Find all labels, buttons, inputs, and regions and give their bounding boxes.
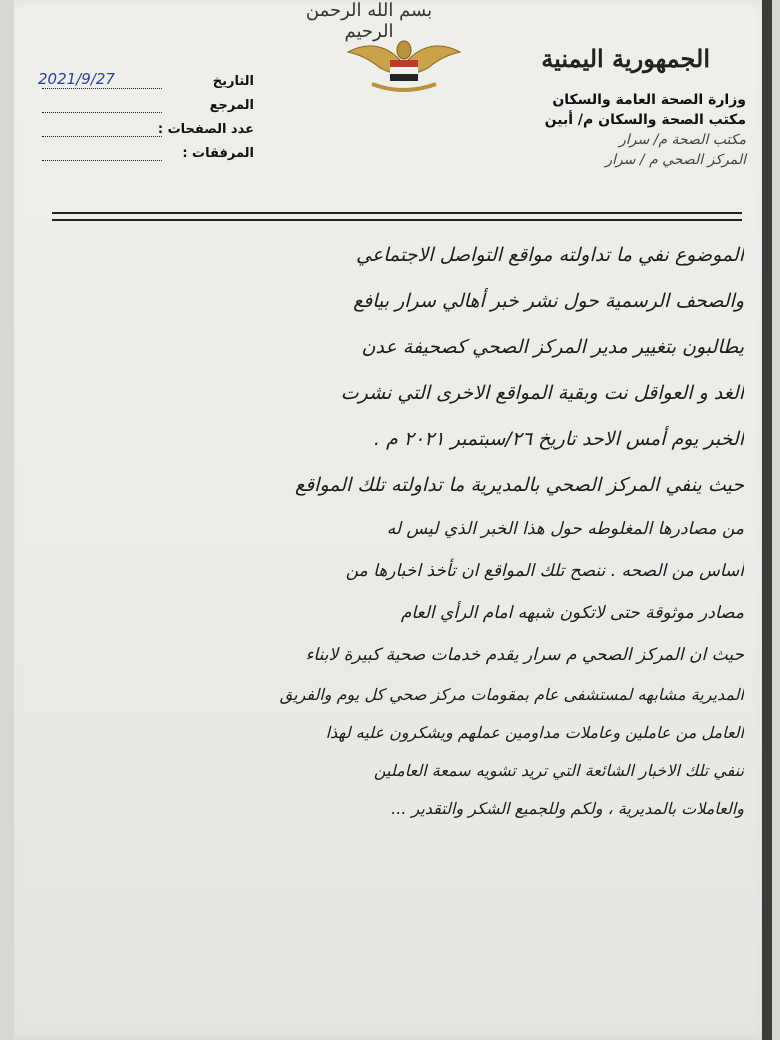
body-line xyxy=(38,714,744,752)
body-line xyxy=(38,592,744,634)
letter-meta xyxy=(34,70,254,166)
body-line xyxy=(38,324,744,370)
attachments-line xyxy=(42,160,162,161)
body-line xyxy=(38,790,744,828)
body-line-text: يطالبون بتغيير مدير المركز الصحي كصحيفة عدن xyxy=(361,336,744,358)
ref-line xyxy=(42,112,162,113)
date-value: 2021/9/27 xyxy=(38,70,115,88)
body-line-text: حيث ينفي المركز الصحي بالمديرية ما تداولته تلك المواقع xyxy=(294,474,744,496)
body-line-text: والعاملات بالمديرية ، ولكم وللجميع الشكر والتقدير ... xyxy=(391,799,744,818)
body-line xyxy=(38,278,744,324)
body-line xyxy=(38,370,744,416)
yemen-eagle-emblem-icon xyxy=(344,34,464,96)
letterhead-office: مكتب الصحة والسكان م/ أبين xyxy=(544,112,746,128)
body-line xyxy=(38,752,744,790)
body-line-text: الخبر يوم أمس الاحد تاريخ ٢٦/سبتمبر ٢٠٢١ م . xyxy=(373,428,744,450)
letterhead-health-center: المركز الصحي م / سرار xyxy=(605,152,746,168)
body-line xyxy=(38,416,744,462)
basmala-calligraphy: بسم الله الرحمن الرحيم xyxy=(305,0,433,42)
meta-date-row xyxy=(34,70,254,94)
body-line-text: الموضوع نفي ما تداولته مواقع التواصل الاجتماعي xyxy=(356,244,744,266)
meta-pages-row xyxy=(34,118,254,142)
attachments-label: المرفقات : xyxy=(182,146,254,161)
pages-label: عدد الصفحات : xyxy=(157,122,254,137)
letter-body xyxy=(38,232,744,828)
republic-title: الجمهورية اليمنية xyxy=(541,44,710,73)
body-line xyxy=(38,508,744,550)
body-line-text: المديرية مشابهه لمستشفى عام بمقومات مركز صحي كل يوم والفريق xyxy=(279,685,744,704)
body-line-text: العامل من عاملين وعاملات مداومين عملهم ويشكرون عليه لهذا xyxy=(325,723,744,742)
body-line xyxy=(38,232,744,278)
body-line-text: حيث ان المركز الصحي م سرار يقدم خدمات صحية كبيرة لابناء xyxy=(305,645,744,665)
meta-attachments-row xyxy=(34,142,254,166)
body-line xyxy=(38,462,744,508)
body-line xyxy=(38,550,744,592)
document-page xyxy=(14,0,772,1040)
meta-ref-row xyxy=(34,94,254,118)
header-divider-top xyxy=(52,212,742,214)
body-line-text: الغد و العواقل نت وبقية المواقع الاخرى التي نشرت xyxy=(340,382,744,404)
letterhead-ministry: وزارة الصحة العامة والسكان xyxy=(552,92,746,108)
body-line xyxy=(38,634,744,676)
body-line-text: من مصادرها المغلوطه حول هذا الخبر الذي ليس له xyxy=(386,519,744,539)
page-edge-shadow xyxy=(762,0,772,1040)
pages-line xyxy=(42,136,162,137)
ref-label: المرجع xyxy=(209,98,254,113)
body-line-text: أساس من الصحه . ننصح تلك المواقع ان تأخذ اخبارها من xyxy=(345,561,744,581)
letterhead-district-office: مكتب الصحة م/ سرار xyxy=(619,132,746,148)
date-label: التاريخ xyxy=(212,74,254,89)
date-line xyxy=(42,88,162,89)
body-line-text: ننفي تلك الاخبار الشائعة التي تريد تشويه سمعة العاملين xyxy=(373,761,744,780)
body-line xyxy=(38,676,744,714)
header-divider-bottom xyxy=(52,219,742,221)
letterhead-right xyxy=(446,90,746,170)
body-line-text: مصادر موثوقة حتى لاتكون شبهه امام الرأي العام xyxy=(400,603,744,623)
body-line-text: والصحف الرسمية حول نشر خبر أهالي سرار بيافع xyxy=(353,290,744,312)
